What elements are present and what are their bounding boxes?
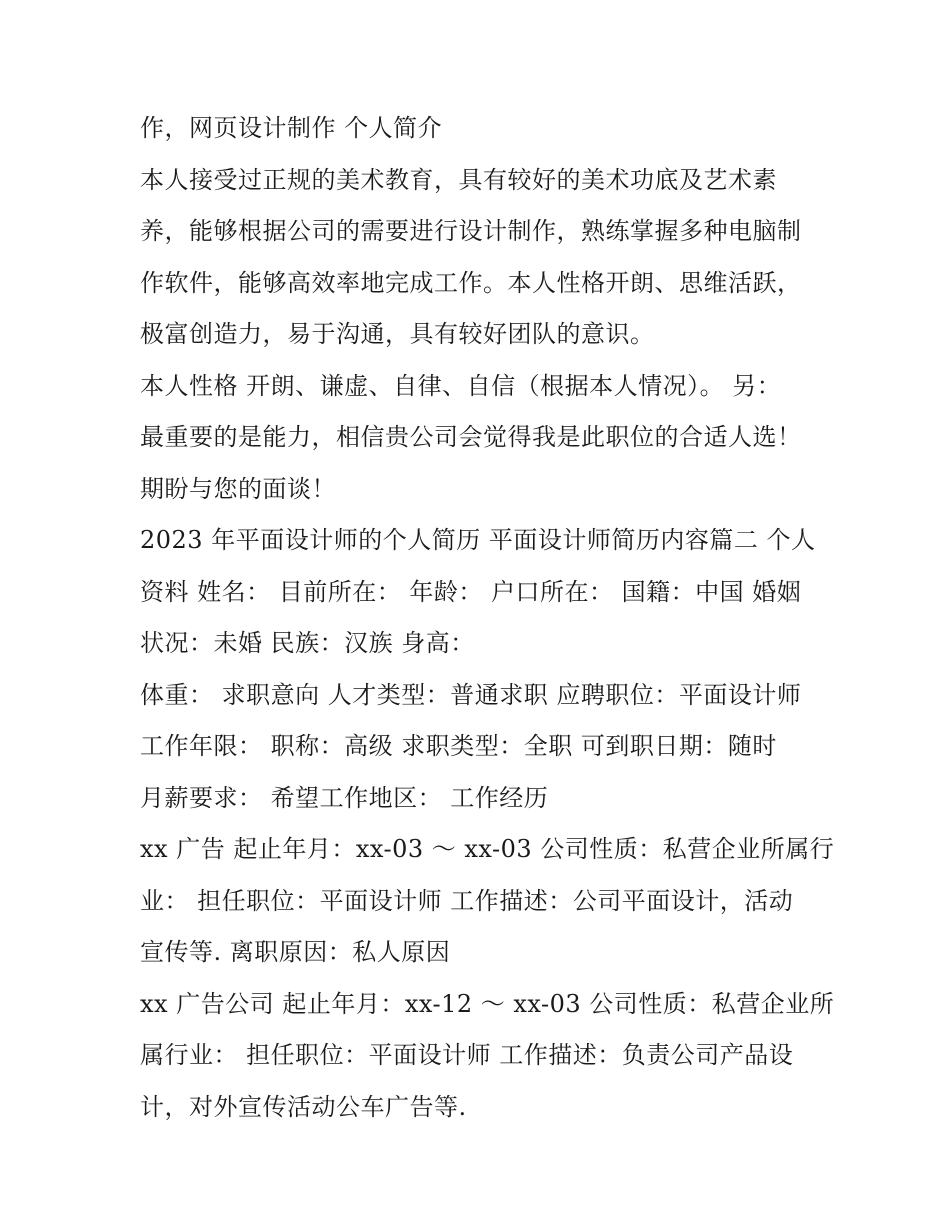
text-line: 本人接受过正规的美术教育，具有较好的美术功底及艺术素 — [140, 165, 777, 194]
text-line: 属行业： 担任职位：平面设计师 工作描述：负责公司产品设 — [140, 1041, 794, 1069]
text-line: 资料 姓名： 目前所在： 年龄： 户口所在： 国籍：中国 婚姻 — [140, 577, 802, 606]
text-line: 2023 年平面设计师的个人简历 平面设计师简历内容篇二 个人 — [140, 526, 816, 554]
text-line: 本人性格 开朗、谦虚、自律、自信（根据本人情况）。 另： — [140, 371, 782, 400]
text-line: xx 广告公司 起止年月：xx-12 ～ xx-03 公司性质：私营企业所 — [140, 989, 835, 1018]
text-line: 极富创造力，易于沟通，具有较好团队的意识。 — [140, 320, 655, 348]
text-line: 状况：未婚 民族：汉族 身高： — [140, 629, 475, 657]
text-line: 体重： 求职意向 人才类型：普通求职 应聘职位：平面设计师 — [140, 680, 802, 709]
text-line: xx 广告 起止年月：xx-03 ～ xx-03 公司性质：私营企业所属行 — [140, 835, 835, 863]
text-line: 工作年限： 职称：高级 求职类型：全职 可到职日期：随时 — [140, 732, 777, 760]
text-line: 月薪要求： 希望工作地区： 工作经历 — [140, 783, 549, 812]
text-line: 期盼与您的面谈！ — [140, 474, 336, 503]
text-line: 最重要的是能力，相信贵公司会觉得我是此职位的合适人选！ — [140, 423, 802, 451]
text-line: 作软件，能够高效率地完成工作。本人性格开朗、思维活跃， — [140, 268, 802, 297]
text-line: 宣传等. 离职原因：私人原因 — [140, 938, 451, 966]
text-line: 作，网页设计制作 个人简介 — [140, 114, 443, 142]
document-body — [140, 108, 835, 1138]
text-line: 业： 担任职位：平面设计师 工作描述：公司平面设计，活动 — [140, 886, 794, 915]
text-line: 养，能够根据公司的需要进行设计制作，熟练掌握多种电脑制 — [140, 217, 802, 245]
text-line: 计，对外宣传活动公车广告等. — [140, 1092, 467, 1121]
